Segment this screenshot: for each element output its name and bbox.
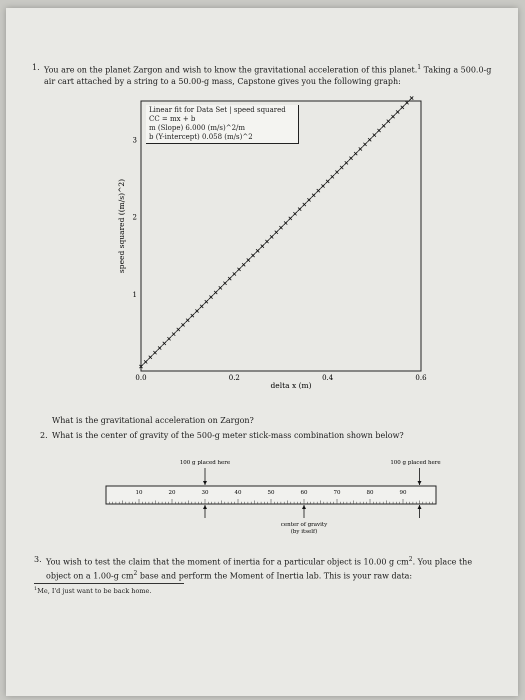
arrow-head [418,505,422,509]
center-of-gravity-label: center of gravity [280,522,328,528]
data-point [373,133,376,136]
x-tick-label: 0.6 [415,374,427,382]
data-point [153,351,156,354]
data-point [275,231,278,234]
data-point [307,198,310,201]
left-mass-label: 100 g placed here [179,460,231,466]
question-3-number: 3. [34,555,42,564]
data-point [172,333,175,336]
data-point [265,240,268,243]
superscript-2a: 2 [408,556,413,563]
data-point [396,110,399,113]
data-point [317,189,320,192]
data-point [405,101,408,104]
data-point [279,226,282,229]
data-point [312,194,315,197]
data-point [321,184,324,187]
question-1-text [44,62,494,87]
footnote [34,586,151,595]
data-point [340,166,343,169]
left-support-arrow [203,505,207,518]
data-point [359,147,362,150]
data-point [261,245,264,248]
data-point [387,120,390,123]
arrow-head [203,481,207,485]
data-point [349,157,352,160]
legend-title: Linear fit for Data Set | speed squared [149,106,286,114]
superscript-2b: 2 [133,569,138,577]
question-1-text-part2: Taking a 500.0-g air cart attached by a string to a 50.00-g mass, Capstone gives you the following graph: [44,65,492,86]
data-point [298,208,301,211]
arrow-head [418,481,422,485]
data-point [163,342,166,345]
data-point [144,360,147,363]
x-tick-label: 0.4 [322,374,334,382]
data-point [167,337,170,340]
question-3-text-b: . You place the object on a 1.00-g cm [46,557,473,581]
question-1-text-part1: You are on the planet Zargon and wish to know the gravitational acceleration of this planet. [44,65,418,75]
data-point [354,152,357,155]
data-point [363,143,366,146]
data-point [209,295,212,298]
data-point [214,291,217,294]
data-point [251,254,254,257]
x-tick-label: 0.2 [228,374,240,382]
data-point [326,180,329,183]
data-point [401,106,404,109]
data-point [303,203,306,206]
legend-intercept: b (Y-intercept) 0.058 (m/s)^2 [149,133,253,141]
question-2-text: What is the center of gravity of the 500-g meter stick-mass combination shown below? [52,431,404,440]
right-mass-arrow [418,468,422,485]
stick-tick-label: 10 [135,490,143,496]
data-point [410,96,413,99]
question-3-text [46,554,499,581]
data-point [186,319,189,322]
data-point [335,171,338,174]
data-point [377,129,380,132]
data-point [228,277,231,280]
center-of-gravity-sublabel: (by itself) [290,529,318,535]
center-of-gravity-arrow [302,505,306,518]
stick-tick-label: 50 [267,490,275,496]
right-support-arrow [418,505,422,518]
data-point [293,212,296,215]
data-point [242,263,245,266]
data-point [149,356,152,359]
stick-tick-label: 30 [201,490,209,496]
data-point [345,161,348,164]
footnote-mark: 1 [417,64,422,71]
legend-equation: CC = mx + b [149,115,196,123]
y-tick-label: 1 [132,290,137,299]
data-point [223,282,226,285]
y-axis-label: speed squared ((m/s)^2) [117,178,126,274]
arrow-head [203,505,207,509]
question-3-text-a: You wish to test the claim that the moment of inertia for a particular object is 10.00 g cm [46,557,409,567]
data-point [391,115,394,118]
data-point [237,268,240,271]
data-point [195,309,198,312]
data-point [284,221,287,224]
legend-slope: m (Slope) 6.000 (m/s)^2/m [149,124,246,132]
question-1-prompt: What is the gravitational acceleration on Zargon? [52,416,254,425]
x-axis-label: delta x (m) [270,381,312,390]
stick-tick-label: 60 [300,490,308,496]
meter-stick-diagram [96,454,446,544]
stick-tick-label: 70 [333,490,341,496]
data-point [219,286,222,289]
footnote-text: Me, I'd just want to be back home. [37,587,152,596]
data-point [247,258,250,261]
y-tick-label: 3 [132,136,137,145]
stick-tick-label: 80 [366,490,374,496]
data-point [200,305,203,308]
question-3-text-c: base and perform the Moment of Inertia lab. This is your raw data: [137,571,413,581]
arrow-head [302,505,306,509]
y-tick-label: 2 [132,213,137,222]
footnote-number: 1 [34,586,38,592]
data-point [191,314,194,317]
data-point [158,346,161,349]
worksheet-page [6,8,518,696]
stick-tick-label: 40 [234,490,242,496]
x-tick-label: 0.0 [135,374,147,382]
data-point [331,175,334,178]
data-point [256,249,259,252]
data-point [181,323,184,326]
question-1-number: 1. [32,63,40,72]
data-point [289,217,292,220]
left-mass-arrow [203,468,207,485]
stick-tick-label: 20 [168,490,176,496]
footnote-rule [34,583,184,584]
data-point [177,328,180,331]
data-point [270,235,273,238]
stick-tick-label: 90 [399,490,407,496]
right-mass-label: 100 g placed here [390,460,441,466]
question-2-number: 2. [40,431,48,440]
chart-legend [146,105,299,144]
data-point [382,124,385,127]
data-point [205,300,208,303]
data-point [368,138,371,141]
data-point [233,272,236,275]
